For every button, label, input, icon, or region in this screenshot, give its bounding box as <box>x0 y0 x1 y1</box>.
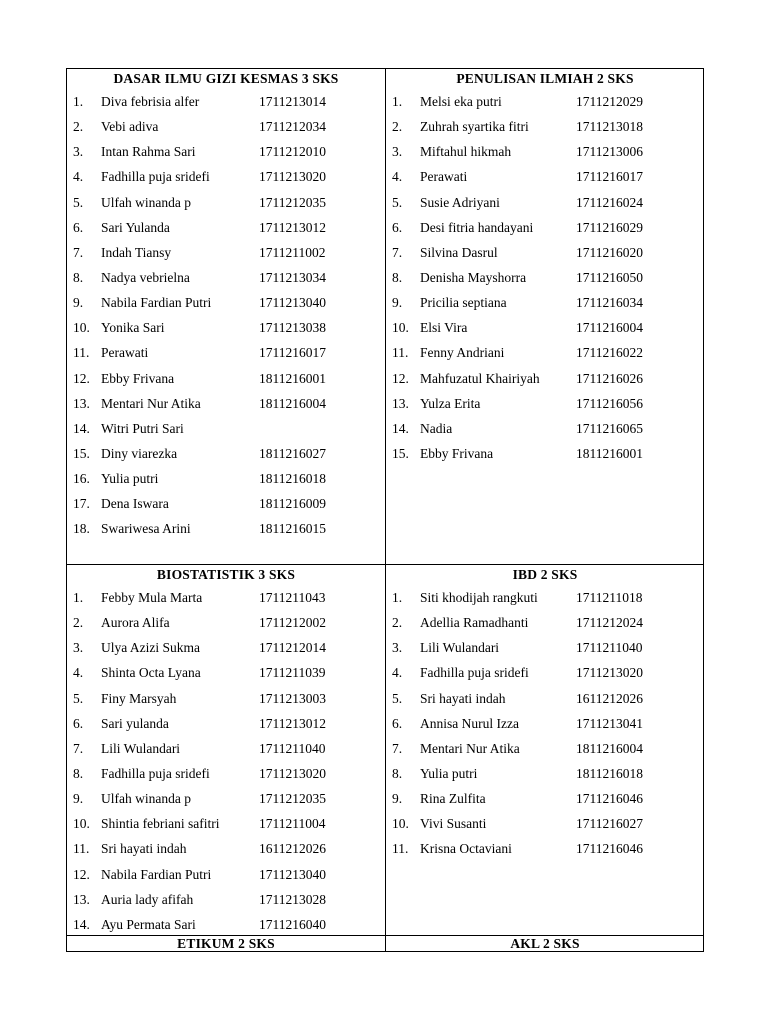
student-number: 4. <box>392 169 403 185</box>
student-name: Swariwesa Arini <box>101 521 191 537</box>
student-number: 2. <box>73 119 84 135</box>
course-title: PENULISAN ILMIAH 2 SKS <box>456 71 634 86</box>
student-number: 12. <box>392 370 409 386</box>
student-number: 1. <box>73 590 84 605</box>
student-name: Siti khodijah rangkuti <box>420 590 538 605</box>
student-row <box>386 660 704 685</box>
student-row <box>386 265 704 290</box>
student-number: 3. <box>392 640 403 656</box>
student-row <box>67 240 385 265</box>
student-id: 1711213040 <box>259 866 326 882</box>
student-id: 1811216004 <box>576 740 643 756</box>
student-name: Silvina Dasrul <box>420 244 498 260</box>
student-id: 1811216001 <box>259 370 326 386</box>
student-row <box>67 215 385 240</box>
student-row <box>67 585 385 610</box>
student-name: Diny viarezka <box>101 445 178 461</box>
student-row <box>386 391 704 416</box>
student-id: 1711216065 <box>576 420 643 436</box>
course-cell-etikum <box>67 936 385 952</box>
student-id: 1711213038 <box>259 320 326 336</box>
student-row <box>67 466 385 491</box>
student-id: 1711216046 <box>576 841 643 857</box>
student-id: 1711213040 <box>259 295 326 311</box>
student-number: 3. <box>392 144 403 160</box>
student-row <box>67 190 385 215</box>
student-row <box>386 786 704 811</box>
student-name: Lili Wulandari <box>420 640 500 656</box>
student-id: 1711216022 <box>576 345 643 361</box>
student-id: 1711213020 <box>259 765 326 781</box>
student-name: Nadya vebrielna <box>101 269 190 285</box>
student-id: 1711211018 <box>576 590 643 605</box>
student-row <box>386 811 704 836</box>
student-id: 1711211002 <box>259 244 326 260</box>
student-name: Lili Wulandari <box>101 740 181 756</box>
student-id: 1811216004 <box>259 395 326 411</box>
student-row <box>67 340 385 365</box>
student-name: Sari yulanda <box>101 715 169 731</box>
student-id: 1711213003 <box>259 690 326 706</box>
student-id: 1711211040 <box>259 740 326 756</box>
student-id: 1711216029 <box>576 219 643 235</box>
student-number: 1. <box>392 590 403 605</box>
student-name: Miftahul hikmah <box>420 144 512 160</box>
student-number: 4. <box>73 169 84 185</box>
student-name: Nabila Fardian Putri <box>101 866 212 882</box>
student-id: 1711213034 <box>259 269 326 285</box>
student-row <box>67 416 385 441</box>
student-name: Dena Iswara <box>101 496 169 512</box>
student-name: Desi fitria handayani <box>420 219 534 235</box>
student-number: 9. <box>392 295 403 311</box>
student-id: 1711213041 <box>576 715 643 731</box>
student-row <box>67 139 385 164</box>
student-row <box>67 635 385 660</box>
student-id: 1711216046 <box>576 791 643 807</box>
student-id: 1711213006 <box>576 144 643 160</box>
student-id: 1711211040 <box>576 640 643 656</box>
student-row <box>67 761 385 786</box>
student-number: 5. <box>73 194 84 210</box>
student-name: Vebi adiva <box>101 119 159 135</box>
student-name: Sri hayati indah <box>101 841 187 857</box>
student-number: 11. <box>392 841 409 857</box>
student-row <box>67 912 385 937</box>
student-number: 5. <box>392 690 403 706</box>
student-id: 1711212029 <box>576 94 643 109</box>
student-row <box>67 660 385 685</box>
student-number: 16. <box>73 471 90 487</box>
student-name: Yulia putri <box>101 471 159 487</box>
student-number: 8. <box>392 765 403 781</box>
student-number: 6. <box>73 715 84 731</box>
student-number: 14. <box>73 916 90 932</box>
course-cell-akl <box>386 936 704 952</box>
student-id: 1711213014 <box>259 94 326 109</box>
student-row <box>67 862 385 887</box>
student-id: 1711216024 <box>576 194 643 210</box>
student-id: 1611212026 <box>576 690 643 706</box>
student-row <box>67 114 385 139</box>
student-name: Nadia <box>420 420 453 436</box>
student-number: 5. <box>73 690 84 706</box>
course-title: BIOSTATISTIK 3 SKS <box>156 567 296 582</box>
student-name: Adellia Ramadhanti <box>420 615 529 631</box>
student-id: 1611212026 <box>259 841 326 857</box>
student-id: 1711216020 <box>576 244 643 260</box>
student-row <box>67 265 385 290</box>
student-row <box>386 215 704 240</box>
student-name: Annisa Nurul Izza <box>420 715 519 731</box>
student-row <box>386 585 704 610</box>
student-row <box>386 89 704 114</box>
student-row <box>67 786 385 811</box>
student-name: Ebby Frivana <box>101 370 175 386</box>
student-name: Susie Adriyani <box>420 194 500 210</box>
student-name: Yulza Erita <box>420 395 481 411</box>
student-row <box>386 114 704 139</box>
student-number: 2. <box>73 615 84 631</box>
student-row <box>386 441 704 466</box>
student-id: 1711213020 <box>576 665 643 681</box>
student-number: 4. <box>392 665 403 681</box>
student-row <box>386 416 704 441</box>
course-cell-biostatistik <box>67 565 385 935</box>
student-id: 1711216026 <box>576 370 643 386</box>
student-id: 1811216001 <box>576 445 643 461</box>
student-row <box>67 811 385 836</box>
student-number: 4. <box>73 665 84 681</box>
student-row <box>386 366 704 391</box>
student-id: 1711212035 <box>259 791 326 807</box>
course-title: IBD 2 SKS <box>512 567 578 582</box>
student-number: 11. <box>73 345 90 361</box>
student-number: 10. <box>73 320 90 336</box>
student-id: 1711212034 <box>259 119 326 135</box>
student-name: Indah Tiansy <box>101 244 172 260</box>
student-id: 1711216040 <box>259 916 326 932</box>
student-row <box>386 736 704 761</box>
student-name: Fadhilla puja sridefi <box>101 765 210 781</box>
student-number: 1. <box>73 94 84 109</box>
student-id: 1711216017 <box>576 169 643 185</box>
student-number: 5. <box>392 194 403 210</box>
student-number: 13. <box>73 891 90 907</box>
student-number: 7. <box>392 740 403 756</box>
student-number: 13. <box>392 395 409 411</box>
student-id: 1711212014 <box>259 640 326 656</box>
course-title: ETIKUM 2 SKS <box>177 936 275 951</box>
student-id: 1711216017 <box>259 345 326 361</box>
student-row <box>67 836 385 861</box>
student-row <box>386 711 704 736</box>
student-number: 10. <box>73 816 90 832</box>
student-number: 9. <box>73 295 84 311</box>
student-number: 11. <box>392 345 409 361</box>
course-title: AKL 2 SKS <box>510 936 580 951</box>
student-row <box>67 491 385 516</box>
student-row <box>386 290 704 315</box>
student-name: Fenny Andriani <box>420 345 505 361</box>
student-name: Yulia putri <box>420 765 478 781</box>
student-name: Ayu Permata Sari <box>101 916 196 932</box>
student-number: 6. <box>392 715 403 731</box>
student-row <box>386 761 704 786</box>
student-number: 9. <box>392 791 403 807</box>
course-title: DASAR ILMU GIZI KESMAS 3 SKS <box>113 71 339 86</box>
student-number: 12. <box>73 866 90 882</box>
student-number: 6. <box>73 219 84 235</box>
student-row <box>67 164 385 189</box>
student-row <box>67 89 385 114</box>
student-name: Vivi Susanti <box>420 816 487 832</box>
student-name: Shintia febriani safitri <box>101 816 220 832</box>
student-number: 8. <box>73 269 84 285</box>
student-name: Shinta Octa Lyana <box>101 665 201 681</box>
student-number: 18. <box>73 521 90 537</box>
student-row <box>386 686 704 711</box>
student-name: Diva febrisia alfer <box>101 94 200 109</box>
student-number: 12. <box>73 370 90 386</box>
student-id: 1711216004 <box>576 320 643 336</box>
student-number: 10. <box>392 320 409 336</box>
course-cell-ibd <box>386 565 704 935</box>
student-id: 1711213018 <box>576 119 643 135</box>
student-number: 3. <box>73 144 84 160</box>
student-id: 1711211004 <box>259 816 326 832</box>
student-number: 10. <box>392 816 409 832</box>
student-id: 1811216018 <box>576 765 643 781</box>
student-name: Ebby Frivana <box>420 445 494 461</box>
student-row <box>67 711 385 736</box>
student-number: 2. <box>392 119 403 135</box>
student-name: Finy Marsyah <box>101 690 177 706</box>
student-row <box>386 139 704 164</box>
student-name: Sri hayati indah <box>420 690 506 706</box>
student-row <box>67 736 385 761</box>
student-number: 6. <box>392 219 403 235</box>
student-name: Sari Yulanda <box>101 219 170 235</box>
student-row <box>67 610 385 635</box>
student-id: 1711216056 <box>576 395 643 411</box>
student-name: Denisha Mayshorra <box>420 269 527 285</box>
student-id: 1711212035 <box>259 194 326 210</box>
student-number: 7. <box>392 244 403 260</box>
student-name: Fadhilla puja sridefi <box>101 169 210 185</box>
student-name: Nabila Fardian Putri <box>101 295 212 311</box>
student-id: 1811216015 <box>259 521 326 537</box>
student-id: 1711212002 <box>259 615 326 631</box>
student-name: Melsi eka putri <box>420 94 502 109</box>
student-name: Mahfuzatul Khairiyah <box>420 370 540 386</box>
student-list <box>67 89 385 542</box>
student-id: 1711216027 <box>576 816 643 832</box>
student-id: 1711213012 <box>259 219 326 235</box>
student-list <box>386 585 704 862</box>
student-id: 1811216009 <box>259 496 326 512</box>
student-name: Auria lady afifah <box>101 891 194 907</box>
student-number: 3. <box>73 640 84 656</box>
student-row <box>386 240 704 265</box>
student-number: 15. <box>392 445 409 461</box>
student-number: 8. <box>73 765 84 781</box>
student-name: Perawati <box>420 169 468 185</box>
student-row <box>67 391 385 416</box>
student-row <box>67 441 385 466</box>
student-id: 1711213028 <box>259 891 326 907</box>
student-name: Witri Putri Sari <box>101 420 184 436</box>
student-row <box>67 516 385 541</box>
student-name: Intan Rahma Sari <box>101 144 196 160</box>
student-id: 1711212010 <box>259 144 326 160</box>
student-name: Mentari Nur Atika <box>420 740 520 756</box>
student-number: 8. <box>392 269 403 285</box>
student-id: 1711213012 <box>259 715 326 731</box>
student-row <box>386 836 704 861</box>
student-id: 1711212024 <box>576 615 643 631</box>
student-list <box>67 585 385 937</box>
student-number: 14. <box>73 420 90 436</box>
student-name: Yonika Sari <box>101 320 165 336</box>
student-name: Pricilia septiana <box>420 295 507 311</box>
student-row <box>386 340 704 365</box>
student-row <box>67 366 385 391</box>
student-number: 9. <box>73 791 84 807</box>
student-name: Mentari Nur Atika <box>101 395 201 411</box>
student-row <box>386 610 704 635</box>
student-row <box>67 290 385 315</box>
student-number: 13. <box>73 395 90 411</box>
student-number: 7. <box>73 740 84 756</box>
student-row <box>386 635 704 660</box>
course-cell-penulisan-ilmiah <box>386 69 704 564</box>
student-row <box>386 164 704 189</box>
student-number: 14. <box>392 420 409 436</box>
student-name: Febby Mula Marta <box>101 590 203 605</box>
student-list <box>386 89 704 466</box>
student-number: 7. <box>73 244 84 260</box>
student-name: Ulfah winanda p <box>101 791 191 807</box>
student-row <box>67 315 385 340</box>
student-row <box>386 190 704 215</box>
student-name: Fadhilla puja sridefi <box>420 665 529 681</box>
student-id: 1711216050 <box>576 269 643 285</box>
student-number: 11. <box>73 841 90 857</box>
student-name: Ulfah winanda p <box>101 194 191 210</box>
student-name: Krisna Octaviani <box>420 841 512 857</box>
course-table <box>66 68 704 952</box>
student-name: Aurora Alifa <box>101 615 170 631</box>
student-number: 2. <box>392 615 403 631</box>
student-row <box>67 686 385 711</box>
student-id: 1811216018 <box>259 471 326 487</box>
student-number: 15. <box>73 445 90 461</box>
student-name: Ulya Azizi Sukma <box>101 640 200 656</box>
course-cell-dasar-ilmu-gizi <box>67 69 385 564</box>
student-number: 1. <box>392 94 403 109</box>
student-number: 17. <box>73 496 90 512</box>
student-row <box>386 315 704 340</box>
student-row <box>67 887 385 912</box>
student-name: Zuhrah syartika fitri <box>420 119 529 135</box>
student-id: 1811216027 <box>259 445 326 461</box>
student-id: 1711211039 <box>259 665 326 681</box>
student-id: 1711213020 <box>259 169 326 185</box>
student-id: 1711211043 <box>259 590 326 605</box>
student-name: Rina Zulfita <box>420 791 486 807</box>
student-id: 1711216034 <box>576 295 643 311</box>
student-name: Elsi Vira <box>420 320 468 336</box>
student-name: Perawati <box>101 345 149 361</box>
